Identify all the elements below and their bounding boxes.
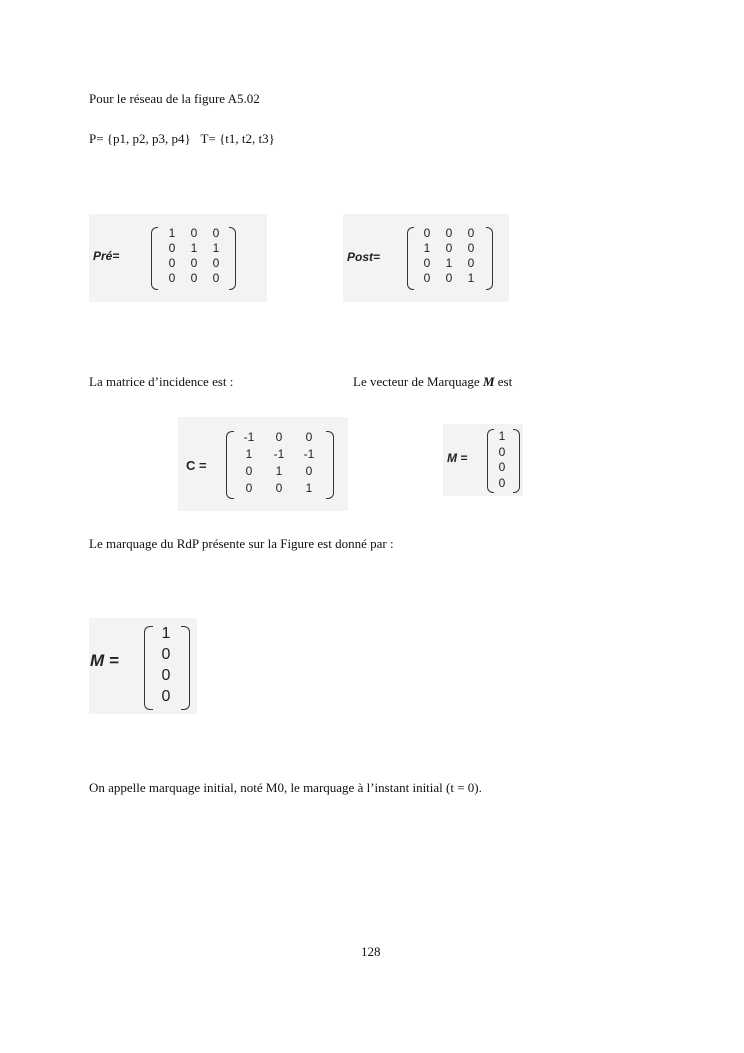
- m-large-cell: 1: [161, 625, 171, 642]
- pre-cell: 1: [168, 226, 176, 240]
- c-cell: -1: [243, 430, 255, 444]
- post-cell: 0: [467, 226, 475, 240]
- c-right-bracket: [326, 431, 334, 499]
- sets-line: [89, 131, 275, 147]
- marking-text-suffix: est: [494, 374, 513, 389]
- initial-marking-text: On appelle marquage initial, noté M0, le marquage à l’instant initial (t = 0).: [89, 780, 482, 795]
- post-cell: 0: [467, 256, 475, 270]
- post-cell: 0: [467, 241, 475, 255]
- post-cell: 0: [423, 271, 431, 285]
- page-number: 128: [361, 944, 381, 959]
- c-matrix: [234, 430, 324, 498]
- post-cell: 1: [445, 256, 453, 270]
- post-label: Post=: [347, 250, 381, 264]
- m-small-vector: [494, 429, 510, 491]
- pre-matrix-image: [89, 214, 267, 302]
- m-small-cell: 1: [498, 429, 506, 443]
- m-large-cell: 0: [161, 646, 171, 663]
- pre-cell: 0: [168, 256, 176, 270]
- c-cell: -1: [273, 447, 285, 461]
- pre-cell: 0: [168, 241, 176, 255]
- m-small-left-bracket: [487, 429, 494, 493]
- m-large-cell: 0: [161, 688, 171, 705]
- c-cell: 0: [245, 464, 253, 478]
- marking-vector-text: [353, 374, 512, 390]
- figure-text: Le marquage du RdP présente sur la Figure est donné par :: [89, 536, 394, 551]
- pre-cell: 0: [190, 271, 198, 285]
- pre-right-bracket: [229, 227, 236, 290]
- c-cell: -1: [303, 447, 315, 461]
- post-right-bracket: [486, 227, 493, 290]
- pre-cell: 0: [168, 271, 176, 285]
- post-cell: 0: [445, 226, 453, 240]
- heading-text: Pour le réseau de la figure A5.02: [89, 91, 260, 106]
- m-large-cell: 0: [161, 667, 171, 684]
- post-cell: 0: [423, 226, 431, 240]
- c-cell: 0: [305, 464, 313, 478]
- c-cell: 1: [305, 481, 313, 495]
- c-cell: 0: [275, 481, 283, 495]
- post-matrix: [416, 226, 482, 286]
- pre-cell: 0: [190, 226, 198, 240]
- post-cell: 1: [423, 241, 431, 255]
- incidence-text: La matrice d’incidence est :: [89, 374, 234, 389]
- c-cell: 0: [305, 430, 313, 444]
- m-small-cell: 0: [498, 460, 506, 474]
- pre-cell: 0: [212, 226, 220, 240]
- pre-cell: 0: [212, 271, 220, 285]
- pre-cell: 0: [190, 256, 198, 270]
- pre-cell: 1: [212, 241, 220, 255]
- c-cell: 0: [245, 481, 253, 495]
- post-cell: 0: [445, 241, 453, 255]
- m-small-cell: 0: [498, 444, 506, 459]
- m-large-left-bracket: [144, 626, 153, 710]
- m-large-right-bracket: [181, 626, 190, 710]
- post-cell: 0: [423, 256, 431, 270]
- places-set: P= {p1, p2, p3, p4}: [89, 131, 191, 146]
- marking-var: M: [482, 374, 495, 389]
- c-cell: 1: [245, 447, 253, 461]
- pre-matrix: [161, 226, 227, 286]
- post-matrix-image: [343, 214, 509, 302]
- pre-cell: 0: [212, 256, 220, 270]
- m-large-vector: [155, 625, 177, 709]
- c-cell: 1: [275, 464, 283, 478]
- transitions-set: T= {t1, t2, t3}: [200, 131, 275, 146]
- pre-left-bracket: [151, 227, 158, 290]
- marking-vector-image: [443, 424, 523, 496]
- c-left-bracket: [226, 431, 234, 499]
- pre-label: Pré=: [93, 249, 120, 263]
- marking-text-prefix: Le vecteur de Marquage: [353, 374, 483, 389]
- initial-marking-image: [89, 618, 197, 714]
- m-small-label: M =: [447, 451, 468, 465]
- post-cell: 1: [467, 271, 475, 285]
- m-small-right-bracket: [513, 429, 520, 493]
- c-label: C =: [186, 458, 207, 473]
- post-left-bracket: [407, 227, 414, 290]
- c-cell: 0: [275, 430, 283, 444]
- m-large-label: M =: [90, 651, 119, 670]
- incidence-matrix-image: [178, 417, 348, 511]
- post-cell: 0: [445, 271, 453, 285]
- m-small-cell: 0: [498, 475, 506, 490]
- pre-cell: 1: [190, 241, 198, 255]
